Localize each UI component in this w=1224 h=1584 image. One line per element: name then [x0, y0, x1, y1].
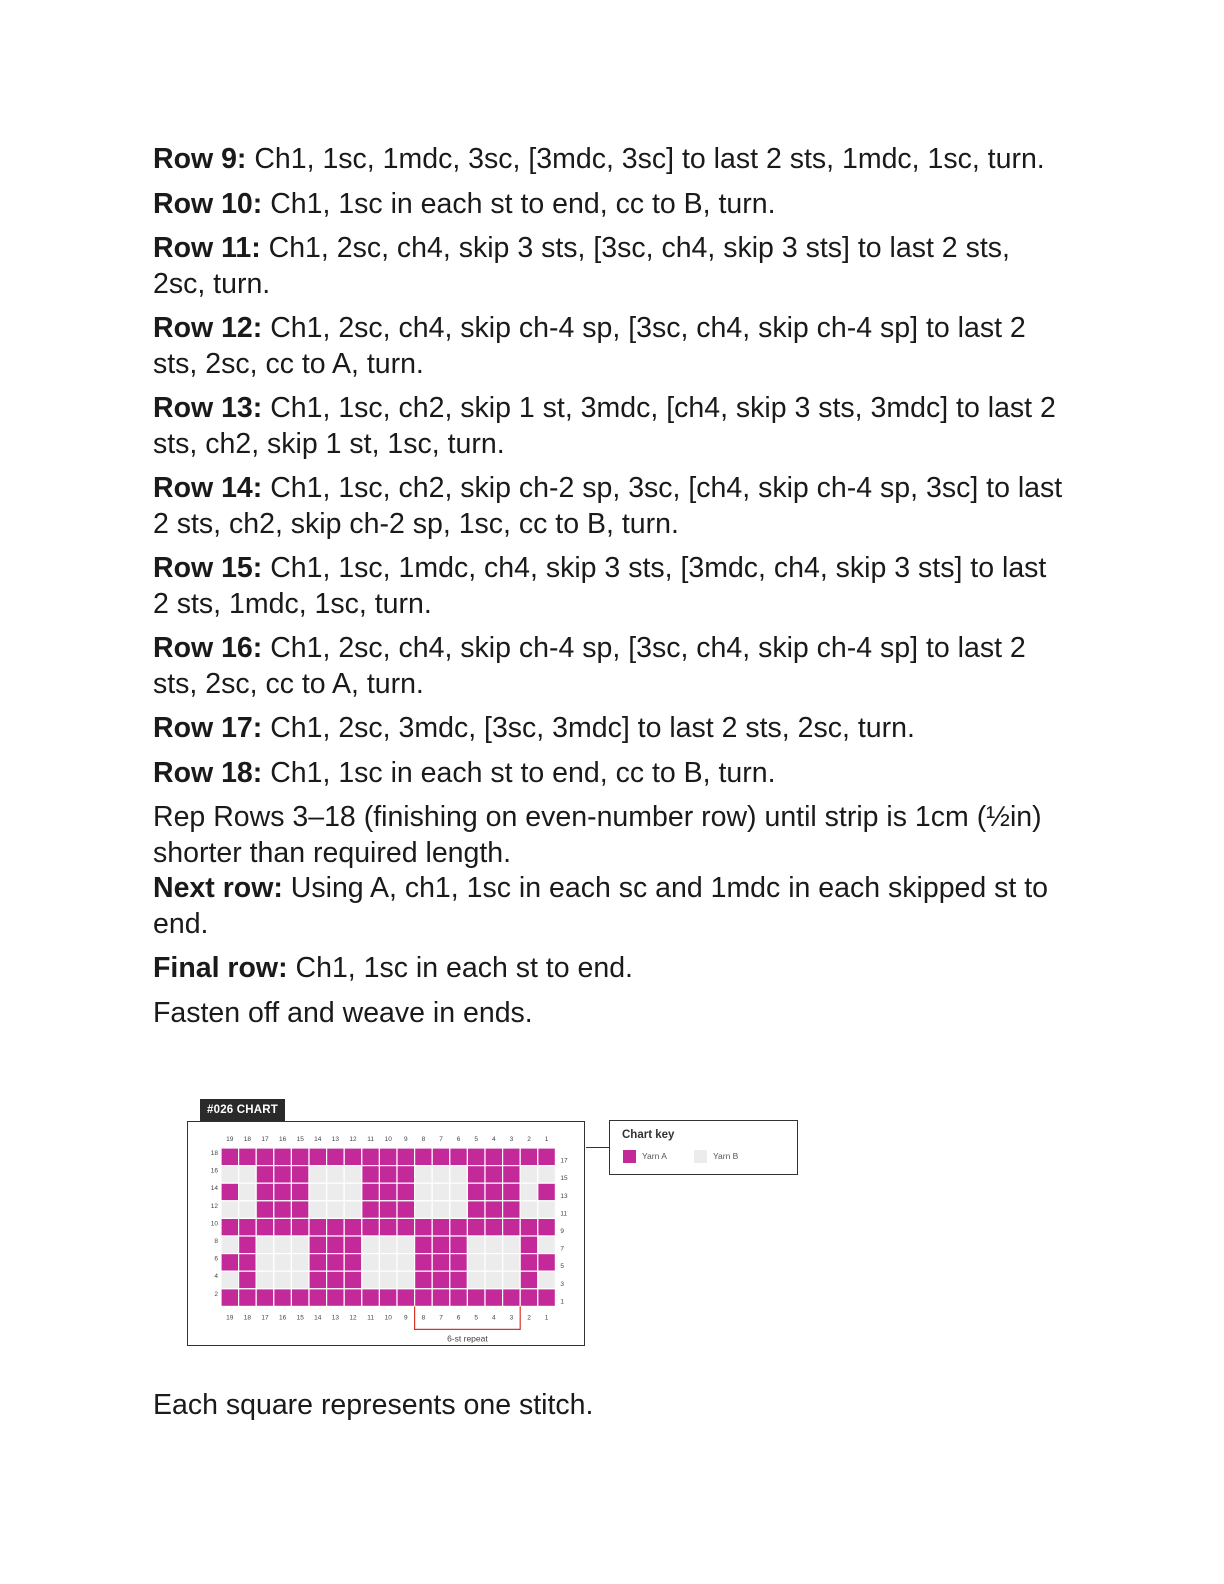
instruction-paragraph	[153, 711, 1063, 747]
instruction-label: Row 18:	[153, 756, 263, 789]
chart-cell	[327, 1236, 345, 1254]
chart-cell	[291, 1289, 309, 1307]
instruction-label: Row 12:	[153, 312, 263, 344]
chart-cell	[309, 1289, 327, 1307]
row-label-left: 2	[214, 1290, 218, 1298]
chart-cell	[485, 1236, 503, 1254]
instruction-text: Using A, ch1, 1sc in each sc and 1mdc in each skipped st to end.	[153, 872, 1049, 940]
chart-cell	[415, 1218, 433, 1236]
key-item-yarn-b	[694, 1149, 738, 1163]
chart-cell	[362, 1254, 380, 1272]
row-label-left: 10	[210, 1220, 218, 1228]
chart-cell	[485, 1271, 503, 1289]
chart-cell	[467, 1271, 485, 1289]
chart-cell	[467, 1183, 485, 1201]
chart-cell	[503, 1254, 521, 1272]
chart-cell	[327, 1218, 345, 1236]
key-connector-line	[586, 1147, 609, 1148]
chart-cell	[239, 1218, 257, 1236]
chart-cell	[397, 1218, 415, 1236]
row-label-left: 6	[214, 1255, 218, 1263]
chart-cell	[467, 1166, 485, 1184]
instruction-paragraph	[153, 756, 1063, 792]
chart-cell	[309, 1271, 327, 1289]
chart-cell	[274, 1148, 292, 1166]
column-label-bottom: 4	[491, 1314, 496, 1322]
column-label-bottom: 17	[261, 1314, 269, 1322]
chart-cell	[256, 1183, 274, 1201]
chart-cell	[467, 1236, 485, 1254]
yarn-a-swatch	[623, 1150, 636, 1163]
colorwork-chart	[187, 1121, 585, 1346]
instruction-text: Ch1, 1sc in each st to end, cc to B, turn.	[262, 187, 776, 220]
instruction-text: Ch1, 1sc in each st to end, cc to B, turn.	[262, 756, 776, 789]
instruction-paragraph	[153, 391, 1063, 462]
chart-cell	[239, 1236, 257, 1254]
chart-cell	[239, 1183, 257, 1201]
chart-cell	[362, 1183, 380, 1201]
chart-cell	[485, 1183, 503, 1201]
chart-cell	[379, 1183, 397, 1201]
row-label-right: 13	[560, 1192, 568, 1200]
instruction-text: Rep Rows 3–18 (finishing on even-number row) until strip is 1cm (½in) shorter than required length.	[153, 801, 1042, 869]
column-label-top: 13	[331, 1136, 340, 1143]
chart-cell	[362, 1271, 380, 1289]
chart-cell	[520, 1183, 538, 1201]
chart-cell	[467, 1148, 485, 1166]
instruction-label: Next row:	[153, 872, 283, 904]
chart-cell	[239, 1289, 257, 1307]
chart-cell	[379, 1166, 397, 1184]
chart-cell	[309, 1254, 327, 1272]
column-label-bottom: 12	[349, 1314, 357, 1322]
chart-cell	[309, 1201, 327, 1219]
chart-cell	[520, 1254, 538, 1272]
chart-cell	[397, 1236, 415, 1254]
instruction-text: Ch1, 2sc, ch4, skip ch-4 sp, [3sc, ch4, skip ch-4 sp] to last 2 sts, 2sc, cc to A, turn.	[153, 632, 1026, 700]
chart-cell	[291, 1254, 309, 1272]
chart-cell	[239, 1166, 257, 1184]
column-label-top: 16	[278, 1136, 287, 1143]
chart-cell	[415, 1166, 433, 1184]
chart-cell	[327, 1166, 345, 1184]
chart-cell	[327, 1183, 345, 1201]
chart-cell	[239, 1254, 257, 1272]
chart-cell	[362, 1289, 380, 1307]
column-label-top: 2	[527, 1136, 531, 1143]
instruction-text: Ch1, 2sc, ch4, skip ch-4 sp, [3sc, ch4, skip ch-4 sp] to last 2 sts, 2sc, cc to A, turn.	[153, 312, 1026, 380]
chart-cell	[432, 1218, 450, 1236]
chart-cell	[520, 1236, 538, 1254]
chart-cell	[432, 1166, 450, 1184]
chart-cell	[538, 1289, 556, 1307]
instruction-text: Ch1, 1sc, ch2, skip ch-2 sp, 3sc, [ch4, skip ch-4 sp, 3sc] to last 2 sts, ch2, skip ch-2 sp, 1sc, cc to B, turn.	[153, 472, 1063, 540]
instruction-text: Ch1, 1sc, 1mdc, ch4, skip 3 sts, [3mdc, ch4, skip 3 sts] to last 2 sts, 1mdc, 1sc, turn.	[153, 552, 1047, 620]
yarn-b-swatch	[694, 1150, 707, 1163]
chart-cell	[538, 1201, 556, 1219]
instruction-paragraph	[153, 800, 1063, 871]
column-label-bottom: 18	[243, 1314, 252, 1322]
chart-cell	[274, 1289, 292, 1307]
column-label-top: 17	[261, 1136, 269, 1143]
chart-cell	[274, 1201, 292, 1219]
chart-cell	[450, 1148, 468, 1166]
chart-cell	[344, 1166, 362, 1184]
chart-cell	[344, 1183, 362, 1201]
yarn-b-label: Yarn B	[713, 1151, 739, 1161]
chart-cell	[450, 1218, 468, 1236]
chart-cell	[432, 1148, 450, 1166]
chart-cell	[327, 1148, 345, 1166]
chart-cell	[256, 1201, 274, 1219]
chart-cell	[520, 1201, 538, 1219]
chart-cell	[485, 1201, 503, 1219]
chart-cell	[221, 1201, 239, 1219]
chart-cell	[256, 1271, 274, 1289]
row-label-left: 8	[214, 1238, 218, 1245]
chart-cell	[450, 1236, 468, 1254]
instruction-paragraph	[153, 871, 1063, 942]
chart-cell	[503, 1236, 521, 1254]
instruction-label: Row 15:	[153, 552, 263, 584]
instruction-label: Row 11:	[153, 232, 261, 264]
instruction-text: Ch1, 1sc, ch2, skip 1 st, 3mdc, [ch4, skip 3 sts, 3mdc] to last 2 sts, ch2, skip 1 st, 1sc, turn.	[153, 392, 1056, 460]
column-label-bottom: 14	[314, 1314, 322, 1322]
chart-cell	[538, 1166, 556, 1184]
chart-cell	[379, 1218, 397, 1236]
row-label-right: 11	[560, 1210, 568, 1218]
chart-cell	[379, 1271, 397, 1289]
chart-key	[609, 1120, 798, 1175]
chart-cell	[309, 1166, 327, 1184]
chart-cell	[256, 1166, 274, 1184]
chart-cell	[291, 1218, 309, 1236]
chart-cell	[520, 1166, 538, 1184]
instruction-text: Fasten off and weave in ends.	[153, 996, 533, 1029]
column-label-bottom: 19	[226, 1314, 234, 1322]
chart-cell	[344, 1271, 362, 1289]
instruction-paragraph	[153, 471, 1063, 542]
column-label-bottom: 10	[384, 1314, 392, 1322]
chart-cell	[256, 1289, 274, 1307]
chart-cell	[503, 1166, 521, 1184]
row-label-left: 14	[210, 1185, 218, 1193]
column-label-top: 12	[349, 1136, 357, 1143]
chart-cell	[362, 1201, 380, 1219]
instruction-paragraph	[153, 187, 1063, 223]
chart-cell	[379, 1148, 397, 1166]
chart-cell	[450, 1183, 468, 1201]
chart-cell	[274, 1254, 292, 1272]
chart-cell	[309, 1183, 327, 1201]
column-label-bottom: 16	[278, 1314, 287, 1322]
chart-cell	[239, 1271, 257, 1289]
column-label-top: 7	[439, 1136, 443, 1143]
chart-cell	[467, 1289, 485, 1307]
chart-cell	[520, 1218, 538, 1236]
chart-cell	[397, 1289, 415, 1307]
column-label-top: 1	[544, 1136, 549, 1143]
chart-cell	[274, 1183, 292, 1201]
chart-cell	[538, 1148, 556, 1166]
chart-cell	[415, 1289, 433, 1307]
chart-caption: Each square represents one stitch.	[153, 1389, 594, 1421]
pattern-instructions	[153, 142, 1063, 1040]
chart-cell	[397, 1166, 415, 1184]
chart-cell	[309, 1218, 327, 1236]
chart-cell	[485, 1148, 503, 1166]
chart-cell	[520, 1271, 538, 1289]
chart-cell	[221, 1183, 239, 1201]
chart-cell	[379, 1254, 397, 1272]
chart-cell	[415, 1148, 433, 1166]
chart-cell	[379, 1289, 397, 1307]
chart-cell	[291, 1166, 309, 1184]
chart-cell	[432, 1254, 450, 1272]
chart-cell	[274, 1166, 292, 1184]
chart-cell	[291, 1183, 309, 1201]
instruction-text: Ch1, 2sc, ch4, skip 3 sts, [3sc, ch4, skip 3 sts] to last 2 sts, 2sc, turn.	[153, 232, 1010, 300]
instruction-paragraph	[153, 311, 1063, 382]
column-label-top: 11	[367, 1136, 374, 1143]
chart-cell	[309, 1148, 327, 1166]
chart-cell	[239, 1148, 257, 1166]
chart-cell	[327, 1254, 345, 1272]
chart-cell	[327, 1289, 345, 1307]
chart-cell	[397, 1254, 415, 1272]
chart-cell	[256, 1148, 274, 1166]
chart-cell	[503, 1201, 521, 1219]
chart-cell	[538, 1271, 556, 1289]
row-label-right: 1	[560, 1298, 565, 1306]
column-label-top: 15	[296, 1136, 304, 1143]
row-label-left: 16	[210, 1167, 218, 1175]
chart-cell	[503, 1218, 521, 1236]
column-label-top: 18	[243, 1136, 252, 1143]
row-label-right: 7	[560, 1245, 565, 1253]
chart-cell	[538, 1183, 556, 1201]
chart-cell	[450, 1166, 468, 1184]
chart-cell	[256, 1218, 274, 1236]
row-label-right: 5	[560, 1263, 565, 1271]
chart-cell	[274, 1218, 292, 1236]
column-label-bottom: 11	[367, 1314, 374, 1322]
chart-cell	[221, 1218, 239, 1236]
chart-cell	[362, 1218, 380, 1236]
row-label-right: 9	[560, 1228, 565, 1235]
chart-cell	[415, 1254, 433, 1272]
row-label-left: 18	[210, 1150, 218, 1157]
chart-cell	[503, 1183, 521, 1201]
chart-cell	[221, 1271, 239, 1289]
chart-cell	[450, 1271, 468, 1289]
chart-cell	[397, 1271, 415, 1289]
column-label-bottom: 5	[474, 1314, 479, 1322]
chart-cell	[503, 1148, 521, 1166]
chart-cell	[432, 1271, 450, 1289]
instruction-label: Row 14:	[153, 472, 263, 504]
column-label-top: 5	[474, 1136, 479, 1143]
chart-cell	[309, 1236, 327, 1254]
chart-cell	[415, 1201, 433, 1219]
chart-cell	[485, 1218, 503, 1236]
chart-cell	[291, 1201, 309, 1219]
chart-cell	[432, 1236, 450, 1254]
row-label-right: 3	[560, 1280, 565, 1288]
instruction-text: Ch1, 2sc, 3mdc, [3sc, 3mdc] to last 2 sts, 2sc, turn.	[262, 712, 915, 744]
chart-cell	[327, 1201, 345, 1219]
chart-cell	[432, 1289, 450, 1307]
instruction-paragraph	[153, 996, 1063, 1032]
chart-cell	[221, 1236, 239, 1254]
instruction-label: Final row:	[153, 952, 288, 984]
chart-cell	[221, 1289, 239, 1307]
chart-cell	[467, 1201, 485, 1219]
chart-cell	[221, 1254, 239, 1272]
chart-cell	[344, 1201, 362, 1219]
instruction-label: Row 17:	[153, 712, 263, 744]
instruction-label: Row 10:	[153, 187, 263, 220]
column-label-bottom: 3	[509, 1314, 514, 1322]
chart-cell	[397, 1148, 415, 1166]
repeat-bracket	[415, 1306, 521, 1329]
chart-cell	[274, 1236, 292, 1254]
chart-cell	[485, 1166, 503, 1184]
chart-cell	[485, 1289, 503, 1307]
chart-cell	[362, 1236, 380, 1254]
instruction-paragraph	[153, 142, 1063, 178]
column-label-top: 3	[509, 1136, 514, 1143]
chart-cell	[327, 1271, 345, 1289]
instruction-paragraph	[153, 551, 1063, 622]
column-label-top: 9	[403, 1136, 408, 1143]
chart-cell	[432, 1201, 450, 1219]
chart-cell	[256, 1254, 274, 1272]
column-label-bottom: 6	[456, 1314, 461, 1322]
chart-cell	[415, 1236, 433, 1254]
column-label-bottom: 15	[296, 1314, 304, 1322]
column-label-bottom: 8	[421, 1314, 426, 1322]
chart-cell	[538, 1218, 556, 1236]
chart-cell	[538, 1236, 556, 1254]
instruction-label: Row 9:	[153, 143, 247, 175]
column-label-bottom: 2	[527, 1314, 531, 1322]
chart-cell	[344, 1254, 362, 1272]
chart-cell	[221, 1148, 239, 1166]
chart-cell	[256, 1236, 274, 1254]
column-label-top: 19	[226, 1136, 234, 1143]
chart-cell	[432, 1183, 450, 1201]
chart-cell	[344, 1289, 362, 1307]
chart-cell	[344, 1218, 362, 1236]
row-label-left: 4	[214, 1273, 218, 1281]
instruction-text: Ch1, 1sc, 1mdc, 3sc, [3mdc, 3sc] to last 2 sts, 1mdc, 1sc, turn.	[246, 143, 1045, 175]
column-label-top: 6	[456, 1136, 461, 1143]
chart-cell	[415, 1183, 433, 1201]
chart-cell	[291, 1271, 309, 1289]
chart-cell	[520, 1148, 538, 1166]
chart-cell	[450, 1289, 468, 1307]
chart-key-title: Chart key	[622, 1129, 675, 1141]
instruction-label: Row 16:	[153, 632, 263, 664]
instruction-label: Row 13:	[153, 392, 263, 424]
chart-cell	[503, 1289, 521, 1307]
yarn-a-label: Yarn A	[642, 1151, 667, 1161]
column-label-bottom: 13	[331, 1314, 340, 1322]
instruction-text: Ch1, 1sc in each st to end.	[287, 952, 633, 984]
chart-cell	[291, 1236, 309, 1254]
chart-cell	[379, 1201, 397, 1219]
chart-cell	[362, 1166, 380, 1184]
row-label-right: 17	[560, 1157, 568, 1165]
row-label-left: 12	[210, 1202, 218, 1210]
column-label-top: 14	[314, 1136, 322, 1143]
column-label-bottom: 7	[439, 1314, 443, 1322]
chart-cell	[274, 1271, 292, 1289]
chart-cell	[538, 1254, 556, 1272]
chart-cell	[379, 1236, 397, 1254]
chart-cell	[362, 1148, 380, 1166]
chart-cell	[450, 1201, 468, 1219]
column-label-top: 4	[491, 1136, 496, 1143]
chart-cell	[485, 1254, 503, 1272]
chart-cell	[503, 1271, 521, 1289]
chart-cell	[467, 1218, 485, 1236]
column-label-top: 10	[384, 1136, 392, 1143]
chart-cell	[450, 1254, 468, 1272]
chart-cell	[221, 1166, 239, 1184]
column-label-bottom: 1	[544, 1314, 549, 1322]
key-item-yarn-a	[623, 1149, 667, 1163]
chart-cell	[415, 1271, 433, 1289]
chart-cell	[520, 1289, 538, 1307]
chart-cell	[344, 1148, 362, 1166]
chart-cell	[397, 1201, 415, 1219]
row-label-right: 15	[560, 1175, 568, 1183]
chart-cell	[291, 1148, 309, 1166]
chart-cell	[344, 1236, 362, 1254]
instruction-paragraph	[153, 631, 1063, 702]
chart-cell	[467, 1254, 485, 1272]
column-label-top: 8	[421, 1136, 426, 1143]
chart-cell	[397, 1183, 415, 1201]
column-label-bottom: 9	[403, 1314, 408, 1322]
repeat-label: 6-st repeat	[447, 1333, 488, 1344]
instruction-paragraph	[153, 951, 1063, 987]
instruction-paragraph	[153, 231, 1063, 302]
chart-cell	[239, 1201, 257, 1219]
chart-tag: #026 CHART	[200, 1099, 285, 1121]
